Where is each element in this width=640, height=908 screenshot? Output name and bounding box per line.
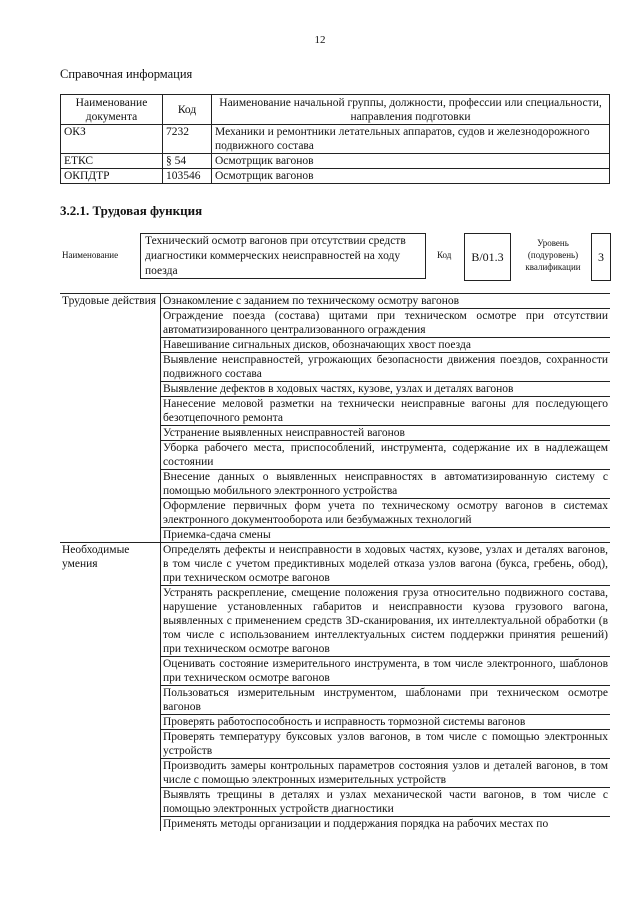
reference-header-row — [61, 95, 610, 125]
reference-table — [60, 94, 610, 184]
function-code-label: Код — [437, 250, 452, 260]
list-item: Оформление первичных форм учета по техническому осмотру вагонов в системах электронного документооборота или безбумажных технологий — [161, 499, 611, 528]
list-item: Ознакомление с заданием по техническому осмотру вагонов — [161, 294, 611, 309]
reference-title: Справочная информация — [60, 67, 193, 81]
reference-code: § 54 — [163, 154, 212, 169]
list-item: Навешивание сигнальных дисков, обозначающих хвост поезда — [161, 338, 611, 353]
function-name-label: Наименование — [62, 250, 119, 260]
labor-actions-section — [60, 294, 610, 543]
list-item: Применять методы организации и поддержания порядка на рабочих местах по — [161, 817, 611, 832]
list-item: Выявление неисправностей, угрожающих безопасности движения поездов, сохранности подвижного состава — [161, 353, 611, 382]
reference-name: Осмотрщик вагонов — [212, 169, 610, 184]
list-item: Проверять работоспособность и исправность тормозной системы вагонов — [161, 715, 611, 730]
reference-row — [61, 154, 610, 169]
list-item: Устранение выявленных неисправностей вагонов — [161, 426, 611, 441]
list-item: Внесение данных о выявленных неисправностях в автоматизированную систему с помощью мобильного электронного устройства — [161, 470, 611, 499]
list-item: Ограждение поезда (состава) щитами при техническом осмотре при отсутствии автоматизированного централизованного ограждения — [161, 309, 611, 338]
list-item: Устранять раскрепление, смещение положения груза относительно подвижного состава, нарушение установленных габаритов и неисправности кузова грузового вагона, выявленных с применением средств 3D-сканирования, их интеллектуальной обработки (в том числе с использованием интеллектуальных систем поддержки принятия решений) при техническом осмотре вагонов — [161, 586, 611, 657]
reference-name: Механики и ремонтники летательных аппаратов, судов и железнодорожного подвижного состава — [212, 125, 610, 154]
list-item: Выявлять трещины в деталях и узлах механической части вагонов, в том числе с помощью электронных устройств диагностики — [161, 788, 611, 817]
list-item: Пользоваться измерительным инструментом, шаблонами при техническом осмотре вагонов — [161, 686, 611, 715]
header-code: Код — [163, 95, 212, 125]
function-name: Технический осмотр вагонов при отсутствии средств диагностики коммерческих неисправностей на ходу поезда — [140, 233, 426, 279]
reference-code: 7232 — [163, 125, 212, 154]
header-document-name: Наименование документа — [61, 95, 163, 125]
list-item: Уборка рабочего места, приспособлений, инструмента, содержание их в надлежащем состоянии — [161, 441, 611, 470]
reference-row — [61, 169, 610, 184]
reference-row — [61, 125, 610, 154]
reference-doc: ОКПДТР — [61, 169, 163, 184]
page-number: 12 — [314, 34, 326, 46]
required-skills-section — [60, 543, 610, 832]
qualification-level: 3 — [591, 233, 611, 281]
function-code: В/01.3 — [464, 233, 511, 281]
table-row — [60, 294, 610, 309]
list-item: Определять дефекты и неисправности в ходовых частях, кузове, узлах и деталях вагонов, в том числе с учетом предиктивных моделей отказа узлов вагона (букса, гребень, обод), при техническом осмотре вагонов — [161, 543, 611, 586]
list-item: Оценивать состояние измерительного инструмента, в том числе электронного, шаблонов при техническом осмотре вагонов — [161, 657, 611, 686]
table-row — [60, 543, 610, 586]
section-title: 3.2.1. Трудовая функция — [60, 203, 203, 218]
function-details-table — [60, 293, 610, 831]
list-item: Нанесение меловой разметки на технически неисправные вагоны для последующего безотцепочного ремонта — [161, 397, 611, 426]
list-item: Приемка-сдача смены — [161, 528, 611, 543]
list-item: Проверять температуру буксовых узлов вагонов, в том числе с помощью электронных устройств — [161, 730, 611, 759]
header-group-name: Наименование начальной группы, должности, профессии или специальности, направления подготовки — [212, 95, 610, 125]
list-item: Выявление дефектов в ходовых частях, кузове, узлах и деталях вагонов — [161, 382, 611, 397]
qualification-level-label: Уровень (подуровень) квалификации — [525, 238, 581, 272]
reference-name: Осмотрщик вагонов — [212, 154, 610, 169]
reference-doc: ЕТКС — [61, 154, 163, 169]
reference-code: 103546 — [163, 169, 212, 184]
required-skills-label: Необходимые умения — [60, 543, 161, 832]
reference-doc: ОКЗ — [61, 125, 163, 154]
list-item: Производить замеры контрольных параметров состояния узлов и деталей вагонов, в том числе с помощью электронных измерительных устройств — [161, 759, 611, 788]
labor-actions-label: Трудовые действия — [60, 294, 161, 543]
